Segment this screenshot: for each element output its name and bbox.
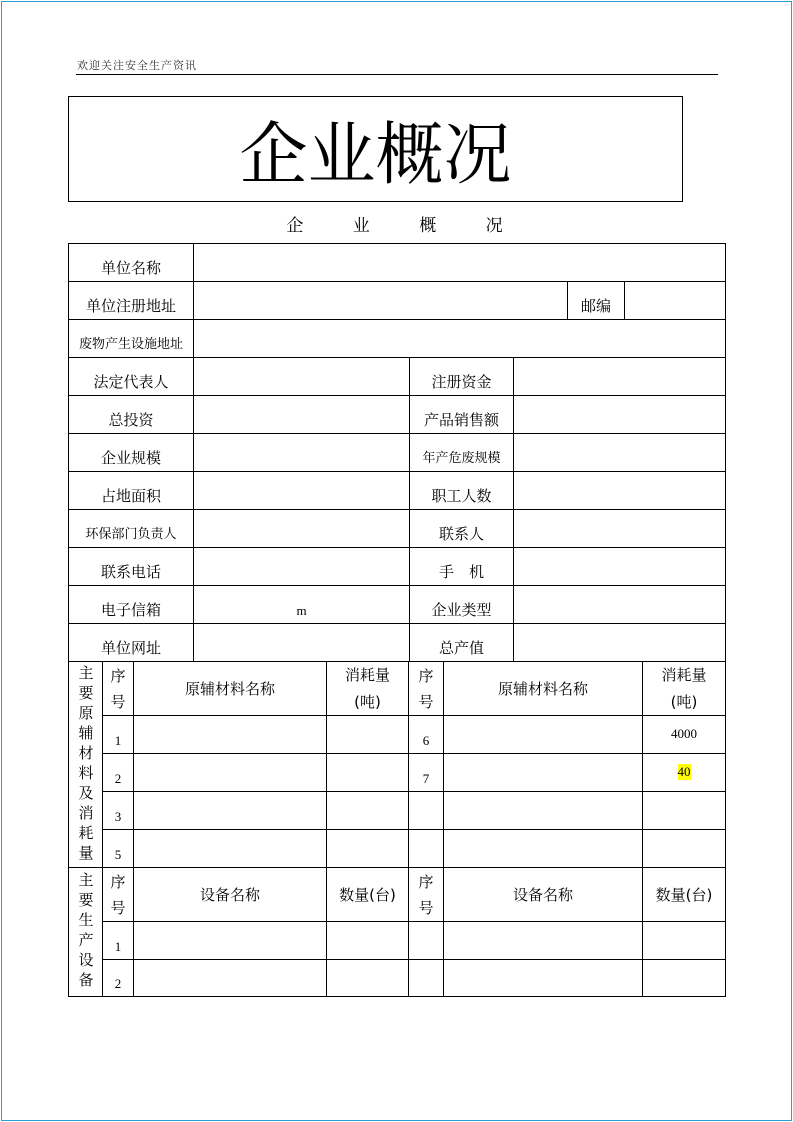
materials-seq-header-2 (408, 661, 444, 716)
material-row-seq (408, 715, 444, 754)
material-qty-field[interactable] (326, 715, 409, 754)
field-contact[interactable] (513, 509, 726, 548)
equipment-qty-header-1 (326, 867, 409, 922)
equipment-seq-header-2-text: 序号 (418, 872, 434, 917)
equipment-row-seq-text: 2 (114, 976, 122, 992)
field-email[interactable] (193, 585, 410, 624)
label-unit-name-text: 单位名称 (100, 259, 161, 277)
label-env-manager (68, 509, 194, 548)
materials-name-header-2-text: 原辅材料名称 (497, 679, 588, 698)
label-env-manager-text: 环保部门负责人 (85, 527, 177, 543)
label-company-type-text: 企业类型 (431, 601, 492, 619)
label-email-text: 电子信箱 (100, 601, 161, 619)
materials-qty-header-1-line1: 消耗量 (344, 665, 390, 684)
material-name-field[interactable] (443, 829, 643, 868)
materials-section-label (68, 661, 103, 868)
label-area-text: 占地面积 (100, 487, 161, 505)
label-waste-address (68, 319, 194, 358)
materials-section-label-text: 主要原辅材料及消耗量 (76, 664, 95, 865)
materials-qty-header-1-line2: (吨) (354, 692, 381, 711)
equipment-name-header-2-text: 设备名称 (512, 885, 573, 904)
material-qty-field-text: 4000 (671, 726, 697, 741)
material-qty-field[interactable] (326, 829, 409, 868)
material-row-seq-text: 7 (422, 771, 430, 787)
equipment-qty-field[interactable] (642, 921, 726, 960)
label-annual-hazwaste-text: 年产危废规模 (422, 451, 501, 467)
field-scale[interactable] (193, 433, 410, 472)
material-row-seq (102, 753, 134, 792)
materials-seq-header-2-text: 序号 (418, 666, 434, 711)
equipment-section-label-text: 主要生产设备 (76, 872, 95, 992)
material-name-field[interactable] (133, 753, 327, 792)
label-mobile (409, 547, 514, 586)
label-annual-hazwaste (409, 433, 514, 472)
label-employees (409, 471, 514, 510)
field-annual-hazwaste[interactable] (513, 433, 726, 472)
materials-name-header-2 (443, 661, 643, 716)
materials-seq-header-1-text: 序号 (110, 666, 126, 711)
field-area[interactable] (193, 471, 410, 510)
label-scale-text: 企业规模 (100, 449, 161, 467)
field-unit-name[interactable] (193, 243, 726, 282)
field-postcode[interactable] (624, 281, 726, 320)
material-row-seq (102, 829, 134, 868)
materials-qty-header-1 (326, 661, 409, 716)
equipment-seq-header-1 (102, 867, 134, 922)
equipment-section-label (68, 867, 103, 997)
label-reg-address (68, 281, 194, 320)
field-reg-capital[interactable] (513, 357, 726, 396)
label-company-type (409, 585, 514, 624)
equipment-name-header-1-text: 设备名称 (199, 885, 260, 904)
materials-seq-header-1 (102, 661, 134, 716)
material-row-seq (102, 791, 134, 830)
label-total-output-text: 总产值 (438, 639, 484, 657)
label-phone (68, 547, 194, 586)
label-total-investment (68, 395, 194, 434)
label-legal-rep-text: 法定代表人 (93, 373, 169, 391)
label-website-text: 单位网址 (100, 639, 161, 657)
material-qty-field-text: 40 (677, 764, 691, 779)
material-row-seq (408, 829, 444, 868)
label-unit-name (68, 243, 194, 282)
label-waste-address-text: 废物产生设施地址 (78, 337, 183, 353)
materials-qty-header-2-line1: 消耗量 (661, 665, 707, 684)
label-legal-rep (68, 357, 194, 396)
material-row-seq-text: 6 (422, 733, 430, 749)
label-reg-capital-text: 注册资金 (431, 373, 492, 391)
material-name-field[interactable] (133, 829, 327, 868)
field-website[interactable] (193, 623, 410, 662)
material-row-seq-text: 1 (114, 733, 122, 749)
field-total-output[interactable] (513, 623, 726, 662)
material-qty-field[interactable] (642, 829, 726, 868)
material-qty-field[interactable] (642, 715, 726, 754)
equipment-qty-header-1-text: 数量(台) (339, 885, 396, 904)
label-phone-text: 联系电话 (100, 563, 161, 581)
field-email-text: m (296, 603, 307, 619)
equipment-row-seq (408, 959, 444, 997)
label-total-investment-text: 总投资 (108, 411, 154, 429)
label-postcode-text: 邮编 (580, 297, 611, 315)
form-subtitle: 企 业 概 况 (286, 216, 525, 236)
material-name-field[interactable] (443, 791, 643, 830)
label-reg-capital (409, 357, 514, 396)
material-qty-field[interactable] (326, 753, 409, 792)
equipment-seq-header-2 (408, 867, 444, 922)
material-name-field[interactable] (443, 753, 643, 792)
document-title: 企业概况 (68, 96, 683, 202)
equipment-name-field[interactable] (443, 921, 643, 960)
label-area (68, 471, 194, 510)
material-name-field[interactable] (133, 715, 327, 754)
field-total-investment[interactable] (193, 395, 410, 434)
equipment-row-seq-text: 1 (114, 939, 122, 955)
material-qty-field[interactable] (642, 753, 726, 792)
field-employees[interactable] (513, 471, 726, 510)
field-company-type[interactable] (513, 585, 726, 624)
label-sales (409, 395, 514, 434)
material-row-seq (408, 753, 444, 792)
header-divider (76, 74, 718, 75)
equipment-name-header-1 (133, 867, 327, 922)
equipment-qty-header-2 (642, 867, 726, 922)
label-employees-text: 职工人数 (431, 487, 492, 505)
equipment-name-field[interactable] (133, 959, 327, 997)
material-row-seq (408, 791, 444, 830)
material-row-seq-text: 3 (114, 809, 122, 825)
material-qty-field[interactable] (326, 791, 409, 830)
field-legal-rep[interactable] (193, 357, 410, 396)
field-sales[interactable] (513, 395, 726, 434)
equipment-row-seq (408, 921, 444, 960)
equipment-name-field[interactable] (443, 959, 643, 997)
material-name-field[interactable] (443, 715, 643, 754)
material-qty-field[interactable] (642, 791, 726, 830)
materials-qty-header-2 (642, 661, 726, 716)
field-waste-address[interactable] (193, 319, 726, 358)
material-name-field[interactable] (133, 791, 327, 830)
label-mobile-text: 手 机 (438, 563, 484, 581)
label-postcode (567, 281, 625, 320)
label-website (68, 623, 194, 662)
material-row-seq (102, 715, 134, 754)
materials-name-header-1 (133, 661, 327, 716)
equipment-seq-header-1-text: 序号 (110, 872, 126, 917)
label-sales-text: 产品销售额 (423, 411, 499, 429)
equipment-row-seq (102, 921, 134, 960)
material-row-seq-text: 5 (114, 847, 122, 863)
equipment-name-header-2 (443, 867, 643, 922)
field-env-manager[interactable] (193, 509, 410, 548)
field-reg-address[interactable] (193, 281, 568, 320)
field-mobile[interactable] (513, 547, 726, 586)
label-total-output (409, 623, 514, 662)
page-header-text: 欢迎关注安全生产资讯 (77, 59, 197, 72)
equipment-name-field[interactable] (133, 921, 327, 960)
materials-qty-header-2-line2: (吨) (670, 692, 698, 711)
equipment-row-seq (102, 959, 134, 997)
field-phone[interactable] (193, 547, 410, 586)
label-contact-text: 联系人 (438, 525, 484, 543)
equipment-qty-field[interactable] (326, 959, 409, 997)
label-email (68, 585, 194, 624)
label-reg-address-text: 单位注册地址 (85, 297, 176, 315)
equipment-qty-field[interactable] (642, 959, 726, 997)
label-contact (409, 509, 514, 548)
equipment-qty-field[interactable] (326, 921, 409, 960)
materials-name-header-1-text: 原辅材料名称 (184, 679, 275, 698)
material-row-seq-text: 2 (114, 771, 122, 787)
equipment-qty-header-2-text: 数量(台) (655, 885, 713, 904)
label-scale (68, 433, 194, 472)
